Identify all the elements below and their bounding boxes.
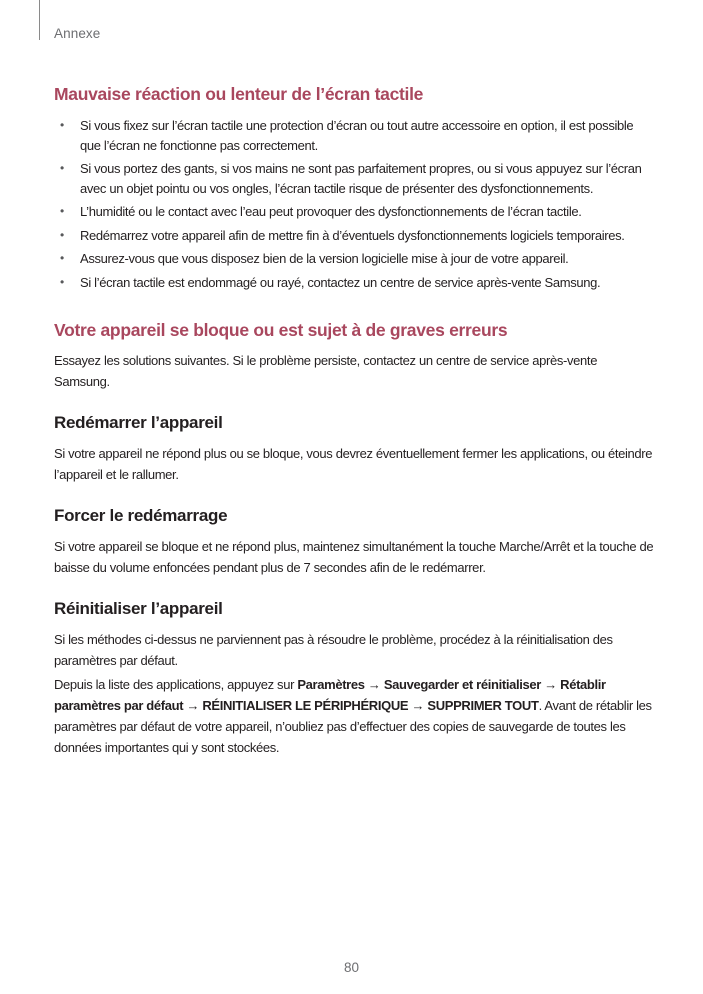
subsection-title-reset: Réinitialiser l’appareil (54, 599, 223, 618)
list-item: • L’humidité ou le contact avec l’eau peut provoquer des dysfonctionnements de l’écran tactile. (54, 202, 654, 222)
page-number: 80 (343, 960, 360, 975)
bullet-icon: • (60, 161, 64, 175)
section-title-touchscreen: Mauvaise réaction ou lenteur de l’écran tactile (54, 84, 424, 104)
restart-text: Si votre appareil ne répond plus ou se bloque, vous devrez éventuellement fermer les applications, ou éteindre l’appareil et le rallumer. (54, 446, 653, 482)
menu-path-step-factory-reset: Rétablir paramètres par défaut (54, 677, 606, 713)
menu-path-step-backup-reset: Sauvegarder et réinitialiser (383, 677, 541, 692)
list-item: • Si vous fixez sur l’écran tactile une protection d’écran ou tout autre accessoire en option, il est possible que l’écran ne fonctionne pas correctement. (60, 118, 634, 153)
list-item: • Si l’écran tactile est endommagé ou rayé, contactez un centre de service après-vente Samsung. (54, 273, 654, 293)
menu-path-step-settings: Paramètres (297, 677, 365, 692)
subsection-title-force-restart: Forcer le redémarrage (54, 506, 228, 525)
bullet-icon: • (60, 251, 64, 265)
freeze-intro: Essayez les solutions suivantes. Si le problème persiste, contactez un centre de service après-vente Samsung. (54, 353, 598, 389)
bullet-icon: • (60, 227, 64, 242)
bullet-icon: • (60, 274, 64, 289)
force-restart-text: Si votre appareil se bloque et ne répond plus, maintenez simultanément la touche Marche/Arrêt et la touche de baisse du volume enfoncées pendant plus de 7 secondes afin de le redémarrer. (54, 539, 654, 575)
reset-text-intro: Si les méthodes ci-dessus ne parviennent pas à résoudre le problème, procédez à la réinitialisation des paramètres par défaut. (54, 632, 613, 668)
list-item: • Assurez-vous que vous disposez bien de la version logicielle mise à jour de votre appareil. (54, 249, 654, 269)
arrow-right-icon: → (408, 698, 428, 713)
bullet-icon: • (60, 204, 64, 218)
running-head: Annexe (54, 26, 101, 41)
bullet-icon: • (60, 118, 64, 132)
section-title-freeze: Votre appareil se bloque ou est sujet à de graves erreurs (54, 320, 508, 340)
page-content (54, 82, 654, 758)
reset-text-path: Depuis la liste des applications, appuyez sur Paramètres → Sauvegarder et réinitialiser → Rétablir paramètres par défaut → RÉINITIALISER LE PÉRIPHÉRIQUE → SUPPRIMER TOUT. Avant de rétablir les paramètres par défaut de votre appareil, n’oubliez pas d’effectuer des copies de sauvegarde de toutes les données importantes qui y sont stockées. (54, 677, 652, 755)
arrow-right-icon: → (183, 698, 203, 713)
list-item: • Si vous portez des gants, si vos mains ne sont pas parfaitement propres, ou si vous appuyez sur l’écran avec un objet pointu ou vos ongles, l’écran tactile risque de présenter des dysfonctionnements. (60, 161, 642, 196)
subsection-title-restart: Redémarrer l’appareil (54, 413, 223, 432)
arrow-right-icon: → (540, 677, 561, 692)
menu-path-step-delete-all: SUPPRIMER TOUT (427, 698, 539, 713)
touchscreen-bullet-list (54, 116, 654, 292)
margin-rule (39, 0, 40, 40)
menu-path-step-reset-device: RÉINITIALISER LE PÉRIPHÉRIQUE (202, 698, 409, 713)
arrow-right-icon: → (364, 677, 384, 692)
list-item: • Redémarrez votre appareil afin de mettre fin à d’éventuels dysfonctionnements logiciels temporaires. (54, 226, 654, 246)
